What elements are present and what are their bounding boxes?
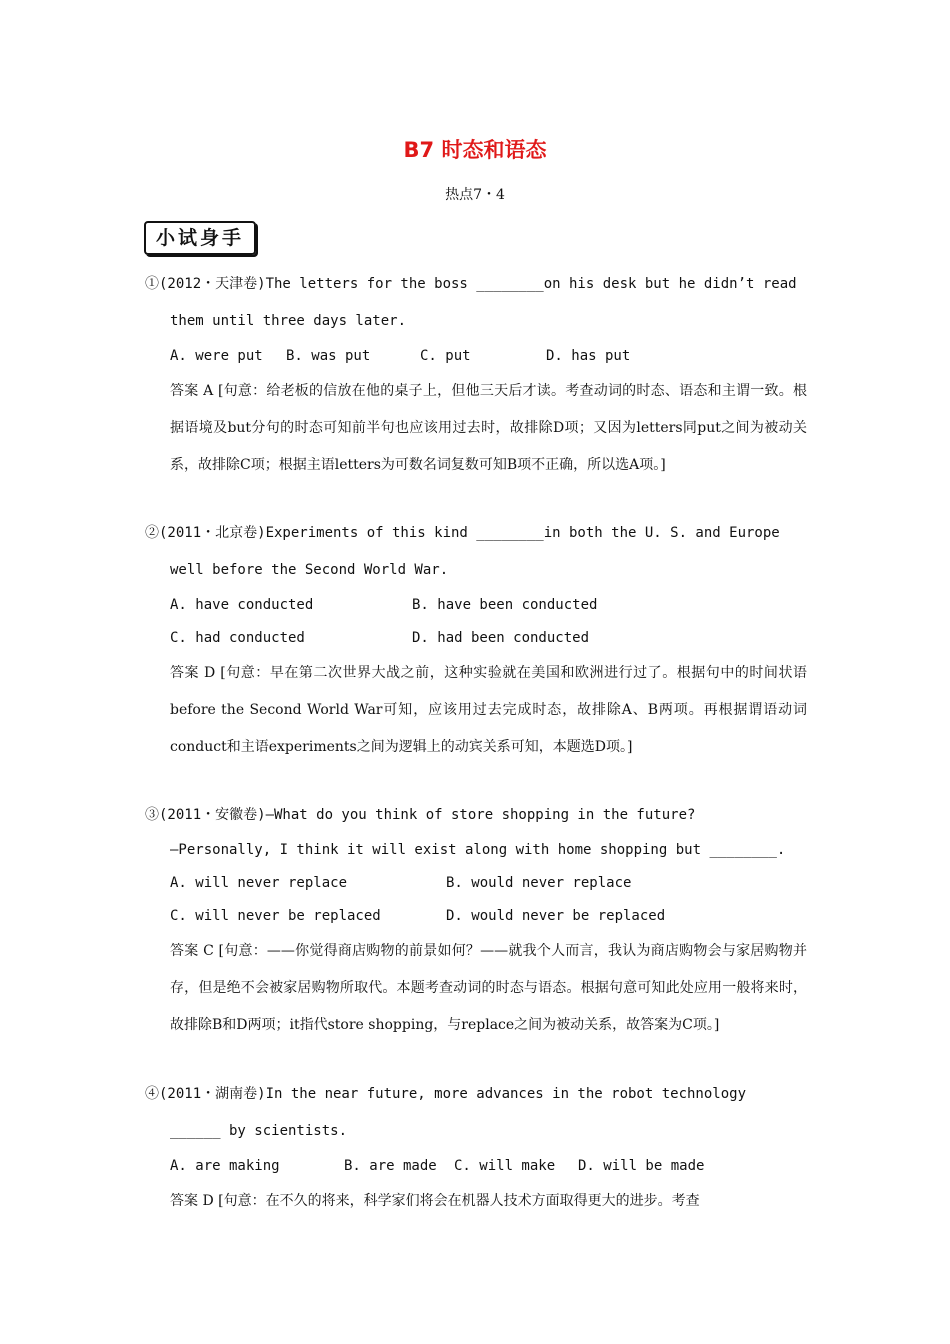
question-2 [145,515,807,766]
options-row [170,589,807,622]
page-subtitle: 热点7・4 [445,187,505,203]
options-row [170,340,807,373]
question-stem-line2: ______ by scientists. [170,1123,348,1139]
section-badge: 小试身手 [144,221,256,255]
question-stem-line2: —Personally, I think it will exist along with home shopping but ________. [170,842,786,858]
option-d: D. would never be replaced [446,908,666,924]
question-stem-line1: ③(2011・安徽卷)—What do you think of store shopping in the future? [145,807,696,823]
option-d: D. has put [546,348,631,364]
answer-explanation: 答案 C [句意：——你觉得商店购物的前景如何？——就我个人而言，我认为商店购物会与家居购物并存，但是绝不会被家居购物所取代。本题考查动词的时态与语态。根据句意可知此处应用一般将来时，故排除B和D两项；it指代store shopping，与replace之间为被动关系，故答案为C项。] [170,943,807,1033]
option-c: C. had conducted [170,630,305,646]
option-a: A. will never replace [170,875,348,891]
question-3 [145,797,807,1044]
options-row [170,867,807,900]
option-c: C. put [420,348,471,364]
option-b: B. are made [344,1158,437,1174]
option-a: A. were put [170,348,263,364]
option-c: C. will never be replaced [170,908,381,924]
question-stem-line2: well before the Second World War. [170,562,449,578]
options-row [170,622,807,655]
option-d: D. had been conducted [412,630,590,646]
page-title: B7 时态和语态 [403,138,547,162]
options-row [170,1150,807,1183]
option-a: A. have conducted [170,597,314,613]
option-b: B. would never replace [446,875,632,891]
question-1 [145,266,807,484]
answer-explanation: 答案 A [句意：给老板的信放在他的桌子上，但他三天后才读。考查动词的时态、语态和主谓一致。根据语境及but分句的时态可知前半句也应该用过去时，故排除D项；又因为letters同put之间为被动关系，故排除C项；根据主语letters为可数名词复数可知B项不正确，所以选A项。] [170,383,807,473]
option-c: C. will make [454,1158,556,1174]
question-stem-line1: ④(2011・湖南卷)In the near future, more advances in the robot technology [145,1086,747,1102]
options-row [170,900,807,933]
option-b: B. have been conducted [412,597,598,613]
question-stem-line1: ②(2011・北京卷)Experiments of this kind ________in both the U. S. and Europe [145,525,780,541]
option-b: B. was put [286,348,371,364]
option-d: D. will be made [578,1158,705,1174]
question-4 [145,1076,807,1220]
answer-explanation: 答案 D [句意：早在第二次世界大战之前，这种实验就在美国和欧洲进行过了。根据句中的时间状语before the Second World War可知，应该用过去完成时态，故排除A、B两项。再根据谓语动词conduct和主语experiments之间为逻辑上的动宾关系可知，本题选D项。] [170,665,807,755]
question-stem-line1: ①(2012・天津卷)The letters for the boss ________on his desk but he didn’t read [145,276,797,292]
question-stem-line2: them until three days later. [170,313,407,329]
option-a: A. are making [170,1158,280,1174]
answer-explanation: 答案 D [句意：在不久的将来，科学家们将会在机器人技术方面取得更大的进步。考查 [170,1193,700,1209]
